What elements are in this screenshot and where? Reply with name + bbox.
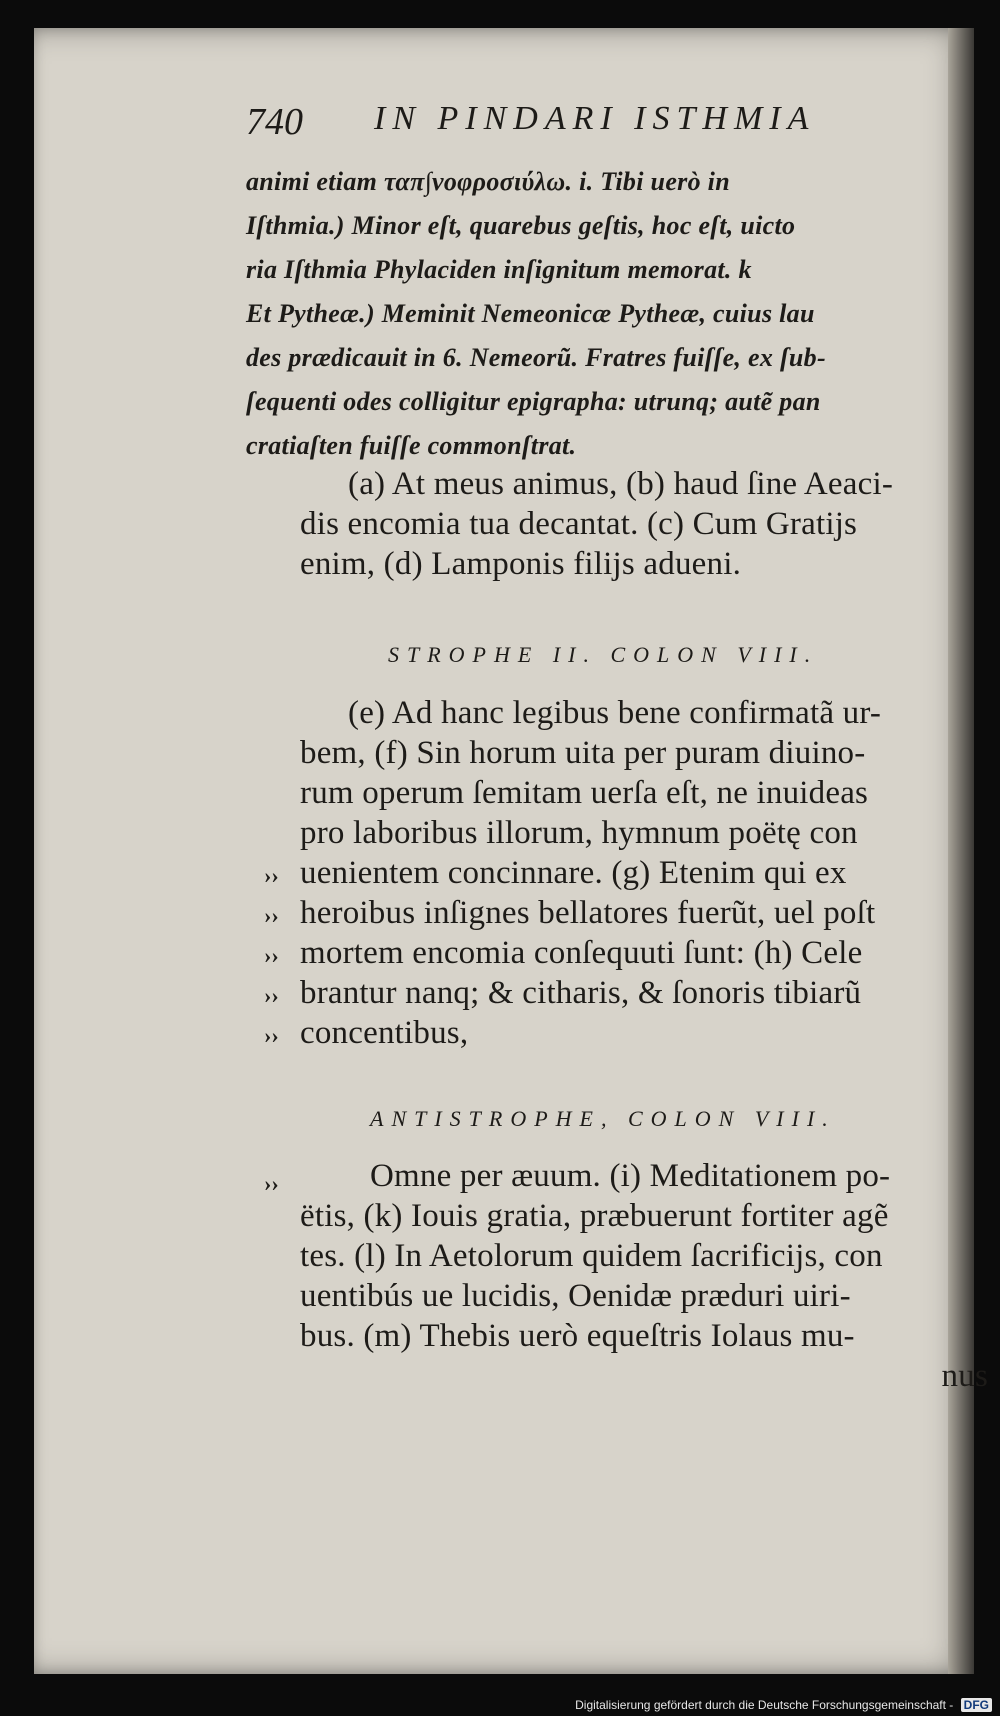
quotation-marks-margin [264,1164,292,1204]
section-heading-antistrophe: ANTISTROPHE, COLON VIII. [370,1106,836,1131]
translation-line: (e) Ad hanc legibus bene confirmatã ur- [348,695,882,731]
commentary-line: Et Pytheæ.) Meminit Nemeonicæ Pytheæ, cuius lau [246,299,815,328]
translation-line: enim, (d) Lamponis filijs adueni. [300,546,742,582]
quote-mark: ›› [264,1171,279,1196]
translation-line: ëtis, (k) Iouis gratia, præbuerunt fortiter agẽ [300,1198,889,1234]
translation-block-c [300,1156,990,1396]
translation-line: heroibus inſignes bellatores fuerũt, uel poſt [300,895,876,931]
running-head: IN PINDARI ISTHMIA [374,100,816,137]
translation-block-a [300,464,990,584]
translation-line: dis encomia tua decantat. (c) Cum Gratijs [300,506,858,542]
translation-line: mortem encomia conſequuti ſunt: (h) Cele [300,935,863,971]
commentary-line: animi etiam ταπ∫νοφροσιύλω. i. Tibi uerò in [246,167,730,196]
commentary-line: ria Iſthmia Phylaciden inſignitum memorat. k [246,255,752,284]
footer-text: Digitalisierung gefördert durch die Deutsche Forschungsgemeinschaft - [575,1698,954,1712]
translation-line: Omne per æuum. (i) Meditationem po- [370,1158,891,1194]
translation-line: uenientem concinnare. (g) Etenim qui ex [300,855,847,891]
translation-line: tes. (l) In Aetolorum quidem ſacrificijs, con [300,1238,883,1274]
translation-line: bem, (f) Sin horum uita per puram diuino- [300,735,866,771]
translation-line: uentibús ue lucidis, Oenidæ præduri uiri- [300,1278,851,1314]
quote-mark: ›› [264,943,279,968]
translation-line: rum operum ſemitam uerſa eſt, ne inuideas [300,775,869,811]
commentary-line: ſequenti odes colligitur epigrapha: utrunq; autẽ pan [246,387,821,416]
page-header [246,100,946,150]
translation-line: bus. (m) Thebis uerò equeſtris Iolaus mu- [300,1318,855,1354]
translation-line: (a) At meus animus, (b) haud ſine Aeaci- [348,466,894,502]
quote-mark: ›› [264,863,279,888]
section-heading-strophe: STROPHE II. COLON VIII. [388,642,819,667]
quotation-marks-margin [264,856,292,1056]
quote-mark: ›› [264,983,279,1008]
dfg-logo-icon: DFG [961,1698,992,1712]
commentary-line: Iſthmia.) Minor eſt, quarebus geſtis, hoc eſt, uicto [246,211,796,240]
translation-line: concentibus, [300,1015,469,1051]
digitization-footer [575,1698,992,1712]
quote-mark: ›› [264,903,279,928]
commentary-line: des prædicauit in 6. Nemeorũ. Fratres fuiſſe, ex ſub- [246,343,826,372]
commentary-line: cratiaſten fuiſſe commonſtrat. [246,431,577,460]
translation-line: nus [941,1358,988,1394]
page-number: 740 [246,101,303,143]
translation-block-b [300,693,990,1053]
translation-line: pro laboribus illorum, hymnum poëtę con [300,815,858,851]
translation-line: brantur nanq; & citharis, & ſonoris tibiarũ [300,975,862,1011]
commentary-notes [246,160,976,468]
quote-mark: ›› [264,1023,279,1048]
